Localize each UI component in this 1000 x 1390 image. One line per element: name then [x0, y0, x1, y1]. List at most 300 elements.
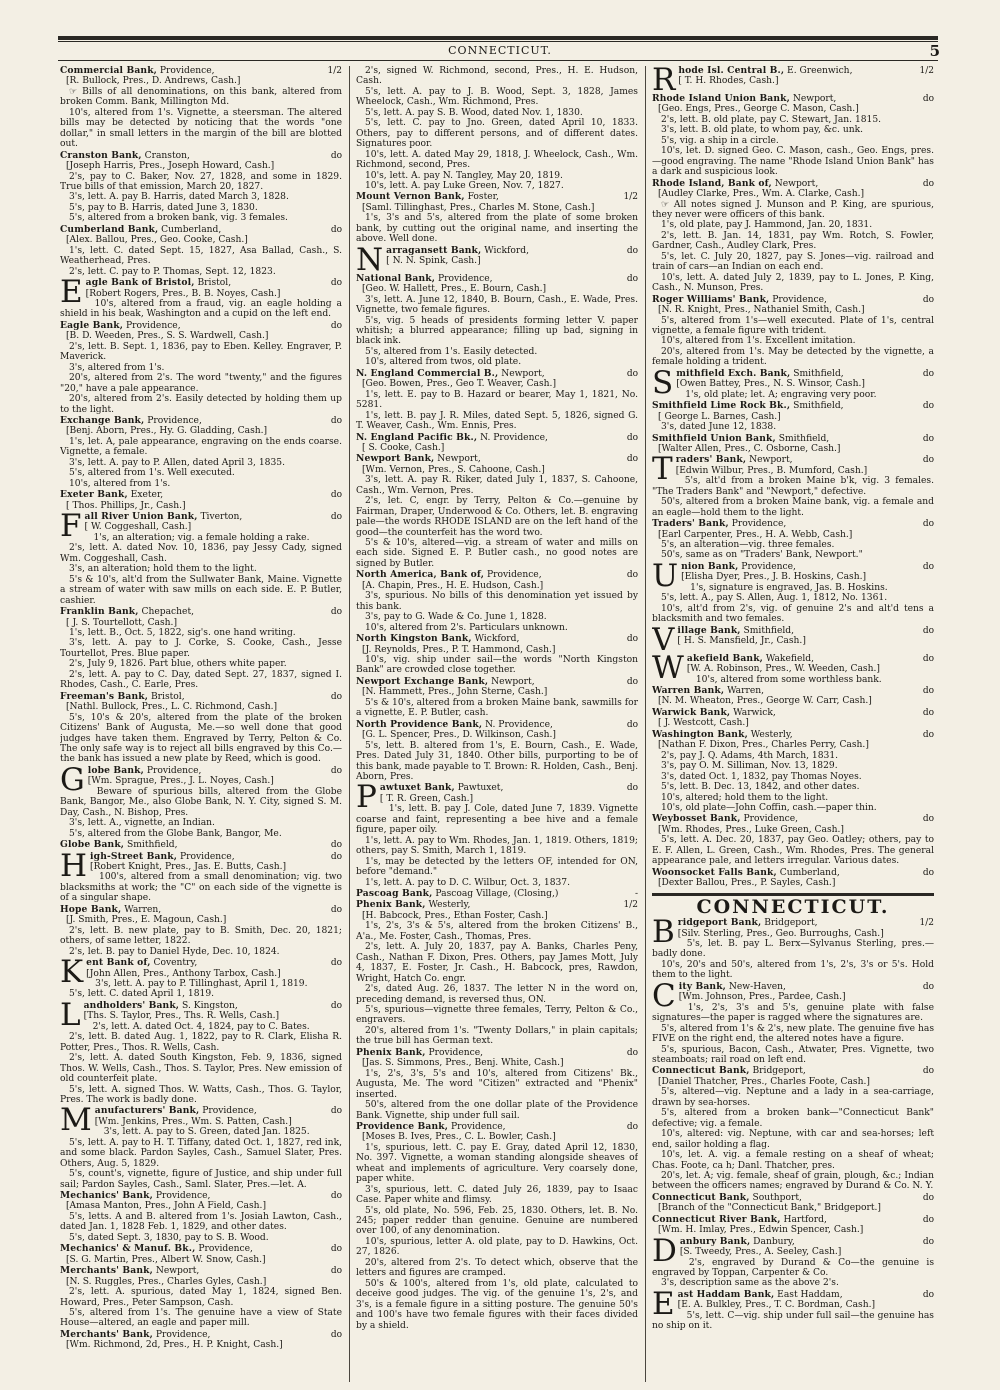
- discount-rate: do: [330, 1329, 342, 1340]
- entry-heading: [652, 1066, 934, 1076]
- bank-officers: [S. Tweedy, Pres., A. Seeley, Cash.]: [679, 1247, 842, 1258]
- counterfeit-note: 20's, altered from 2's. The word "twenty," and the figures "20," have a pale appearance.: [60, 373, 342, 394]
- drop-initial: C: [652, 977, 676, 1014]
- bank-name: illage Bank,: [677, 624, 741, 636]
- entry-heading: [60, 151, 342, 161]
- bank-name: Connecticut Bank,: [652, 1065, 750, 1077]
- discount-rate: do: [922, 561, 934, 572]
- discount-rate: do: [922, 433, 934, 444]
- entry-heading: [60, 225, 342, 235]
- counterfeit-note: 5's, lett. B. Dec. 13, 1842, and other dates.: [661, 782, 860, 793]
- bank-officers: [Ths. S. Taylor, Pres., Ths. R. Wells, Cash.]: [83, 1011, 280, 1022]
- counterfeit-note: 2's, pay J. Q. Adams, 4th March, 1831.: [661, 750, 839, 761]
- counterfeit-note: 10's, vig. ship under sail—the words "North Kingston Bank" are crowded close together.: [356, 655, 638, 676]
- bank-name: anbury Bank,: [679, 1235, 751, 1247]
- entry-heading: [652, 686, 934, 696]
- bank-entry: [60, 761, 342, 839]
- bank-location: Providence,: [123, 320, 181, 331]
- bank-location: Providence,: [435, 273, 493, 284]
- counterfeit-note: 10's, altered: vig. Neptune, with car and sea-horses; left end, sailor holding a flag.: [652, 1129, 934, 1150]
- bank-officers: [ S. Cooke, Cash.]: [362, 442, 445, 453]
- bank-entry: [60, 225, 342, 277]
- bank-location: Warren,: [724, 686, 764, 697]
- discount-rate: do: [330, 958, 342, 969]
- entry-heading: [356, 720, 638, 730]
- bank-entry: [60, 508, 342, 606]
- bank-officers: [ H. S. Mansfield, Jr., Cash.]: [677, 636, 806, 647]
- bank-name: ent Bank of,: [86, 957, 151, 969]
- bank-location: Providence,: [195, 1244, 253, 1255]
- drop-initial: R: [652, 66, 676, 98]
- counterfeit-note: 1's, old plate, pay J. Hammond, Jan. 20, 1831.: [661, 220, 873, 231]
- column-1: [60, 66, 342, 1382]
- bank-entry: [652, 94, 934, 178]
- counterfeit-note: 2's, lett. A. dated Nov. 10, 1836, pay Jessy Cady, signed Wm. Coggeshall, Cash.: [60, 543, 342, 564]
- entry-heading: [652, 730, 934, 740]
- discount-rate: do: [330, 415, 342, 426]
- counterfeit-note: 3's, lett. A. pay to J. Corke, S. Cooke, Cash., Jesse Tourtellot, Pres. Blue paper.: [60, 638, 342, 659]
- counterfeit-note: 3's, lett. A. pay to P. Allen, dated April 3, 1835.: [69, 457, 285, 468]
- counterfeit-note: 5's, lett. A. signed Thos. W. Watts, Cash., Thos. G. Taylor, Pres. The work is badly done.: [60, 1084, 342, 1105]
- drop-initial: U: [652, 557, 679, 594]
- bank-location: Newport,: [434, 454, 481, 465]
- bank-entry: [356, 369, 638, 432]
- bank-name: raders' Bank,: [675, 454, 747, 466]
- bank-name: Phenix Bank,: [356, 899, 426, 911]
- bank-location: Coventry,: [150, 958, 198, 969]
- bank-location: Warren,: [121, 904, 162, 915]
- bank-name: hode Isl. Central B.,: [678, 66, 785, 76]
- counterfeit-note: 1's, old plate; let. A; engraving very poor.: [685, 389, 877, 400]
- entry-heading: [356, 369, 638, 379]
- bank-officers: [Wm. Vernon, Pres., S. Cahoone, Cash.]: [362, 464, 545, 475]
- counterfeit-note: 2's, lett. A. dated South Kingston, Feb. 9, 1836, signed Thos. W. Wells, Cash., Thos. S. Taylor, Pres. New emission of old counterfeit plate.: [60, 1053, 342, 1085]
- counterfeit-note: 1's, 2's, 3's and 5's, genuine plate with false signatures—the paper is ragged where the signatures are.: [652, 1002, 934, 1024]
- bank-officers: [Geo. Engs, Pres., George C. Mason, Cash.]: [658, 104, 859, 115]
- bank-entry: [652, 66, 934, 98]
- bank-name: all River Union Bank,: [84, 511, 198, 523]
- bank-officers: [Silv. Sterling, Pres., Geo. Burroughs, Cash.]: [677, 928, 884, 939]
- entry-heading: [652, 434, 934, 444]
- counterfeit-note: 2's, lett. B. old plate, pay C. Stewart, Jan. 1815.: [661, 114, 882, 125]
- counterfeit-note: 10's, alt'd from 2's, vig. of genuine 2's and alt'd tens a blacksmith and two females.: [652, 603, 934, 625]
- discount-rate: do: [330, 851, 342, 862]
- discount-rate: do: [922, 1236, 934, 1247]
- counterfeit-note: 2's, lett. B. dated Aug. 1, 1822, pay to R. Clark, Elisha R. Potter, Pres., Thos. R. Wells, Cash.: [60, 1032, 342, 1053]
- bank-officers: [W. A. Robinson, Pres., W. Weeden, Cash.]: [686, 664, 880, 675]
- bank-entry: [652, 519, 934, 561]
- bank-entry: [60, 840, 342, 850]
- bank-officers: [Geo. Bowen, Pres., Geo T. Weaver, Cash.]: [362, 379, 557, 390]
- bank-location: Providence,: [152, 1191, 211, 1202]
- bank-entry: [60, 954, 342, 1000]
- counterfeit-note: 10's, lett. A. pay N. Tangley, May 20, 1819.: [365, 170, 563, 181]
- bank-location: Bridgeport,: [761, 918, 818, 929]
- counterfeit-note: 5's, lett. C. dated April 1, 1819.: [69, 989, 215, 1000]
- discount-rate: -: [634, 888, 638, 899]
- bank-name: Traders' Bank,: [652, 518, 729, 530]
- bank-name: Exeter Bank,: [60, 489, 128, 501]
- bank-entry: [652, 708, 934, 729]
- entry-heading: [60, 1191, 342, 1201]
- bank-name: awtuxet Bank,: [379, 782, 455, 794]
- entry-heading: [356, 192, 638, 202]
- bank-location: Tiverton,: [197, 512, 243, 523]
- entry-heading: [356, 1122, 638, 1132]
- discount-rate: do: [922, 981, 934, 992]
- counterfeit-note: 2's, lett. A. July 20, 1837, pay A. Banks, Charles Peny, Cash., Nathan F. Dixon, Pres. Others, pay James Mott, July 4, 1837, E. Foster, Jr. Cash., H. Babcock, pres, Rawdon, Wright, Hatch Co. engr.: [356, 942, 638, 984]
- bank-officers: [John Allen, Pres., Anthony Tarbox, Cash.]: [86, 968, 281, 979]
- bank-officers: [Jas. S. Simmons, Pres., Benj. White, Cash.]: [362, 1058, 564, 1069]
- counterfeit-note: 5's, lett. A. pay to J. B. Wood, Sept. 3, 1828, James Wheelock, Cash., Wm. Richmond, Pres.: [356, 86, 638, 108]
- bank-officers: [Daniel Thatcher, Pres., Charles Foote, Cash.]: [658, 1076, 870, 1087]
- counterfeit-note: 10's, altered from 1's. Excellent imitation.: [661, 336, 856, 347]
- counterfeit-note: 5's, old plate, No. 596, Feb. 25, 1830. Others, let. B. No. 245; paper redder than genuine. Genuine are numbered over 100, of any denomination.: [356, 1205, 638, 1237]
- counterfeit-note: 5's, lett. A. pay S. B. Wood, dated Nov. 1, 1830.: [365, 107, 583, 118]
- counterfeit-note: 3's, lett. A. June 12, 1840, B. Bourn, Cash., E. Wade, Pres. Vignette, two female figures.: [356, 294, 638, 316]
- counterfeit-note: 1's, may be detected by the letters OF, intended for ON, before "demand.": [356, 856, 638, 878]
- entry-heading: [356, 634, 638, 644]
- bank-entry: [652, 179, 934, 294]
- entry-heading: [652, 179, 934, 189]
- bank-name: Exchange Bank,: [60, 414, 145, 426]
- counterfeit-note: 3's, dated June 12, 1838.: [661, 422, 777, 433]
- bank-name: Freeman's Bank,: [60, 690, 149, 702]
- drop-initial: S: [652, 364, 674, 401]
- bank-location: Pawtuxet,: [454, 783, 504, 794]
- counterfeit-note: 2's, signed W. Richmond, second, Pres., H. E. Hudson, Cash.: [356, 66, 638, 87]
- entry-heading: [356, 433, 638, 443]
- entry-heading: [60, 607, 342, 617]
- entry-heading: [652, 519, 934, 529]
- running-head: CONNECTICUT.: [448, 44, 552, 57]
- top-rule: [58, 36, 938, 40]
- counterfeit-note: 50's, altered from a broken Maine bank, vig. a female and an eagle—hold them to the light.: [652, 497, 934, 518]
- bank-entry: [60, 847, 342, 904]
- bank-entry: [60, 1102, 342, 1190]
- entry-heading: [652, 94, 934, 104]
- bank-location: Providence,: [738, 561, 796, 572]
- bank-officers: [Wm. Rhodes, Pres., Luke Green, Cash.]: [658, 824, 844, 835]
- bank-entry: [356, 454, 638, 569]
- counterfeit-note: 2's, pay to C. Baker, Nov. 27, 1828, and some in 1829. True bills of that emission, March 20, 1827.: [60, 171, 342, 192]
- bank-officers: [Branch of the "Connecticut Bank," Bridgeport.]: [658, 1203, 881, 1214]
- counterfeit-note: 2's, lett. C. pay to P. Thomas, Sept. 12, 1823.: [69, 266, 276, 277]
- drop-initial: K: [60, 954, 84, 991]
- drop-initial: E: [60, 274, 83, 311]
- bank-name: Connecticut River Bank,: [652, 1213, 781, 1225]
- bank-officers: [ J. Westcott, Cash.]: [658, 718, 749, 729]
- bank-officers: [Earl Carpenter, Pres., H. A. Webb, Cash.]: [658, 529, 853, 540]
- entry-heading: [652, 1215, 934, 1225]
- counterfeit-note: ☞ All notes signed J. Munson and P. King, are spurious, they never were officers of this bank.: [652, 199, 934, 220]
- bank-name: Pascoag Bank,: [356, 887, 433, 899]
- counterfeit-note: Beware of spurious bills, altered from the Globe Bank, Bangor, Me., also Globe Bank, N. Y. City, signed S. M. Day, Cash., N. Bishop, Pres.: [60, 786, 342, 818]
- entry-heading: [356, 900, 638, 910]
- counterfeit-note: 1's, spurious, lett. C. pay E. Gray, dated April 12, 1830, No. 397. Vignette, a woman standing alongside sheaves of wheat and implements of agriculture. Very coarsely done, paper white.: [356, 1142, 638, 1185]
- bank-entry: [652, 451, 934, 518]
- counterfeit-note: 5's, altered from a broken bank, vig. 3 females.: [69, 213, 288, 224]
- bank-entry: [60, 1266, 342, 1329]
- bank-location: Cumberland,: [776, 867, 840, 878]
- counterfeit-note: 1's, let. A, pale appearance, engraving on the ends coarse. Vignette, a female.: [60, 436, 342, 458]
- drop-initial: G: [60, 761, 85, 798]
- discount-rate: do: [626, 273, 638, 284]
- counterfeit-note: 50's & 100's, altered from 1's, old plate, calculated to deceive good judges. The vig. of the genuine 1's, 2's, and 3's, is a female figure in a sitting posture. The genuine 50's and 100's have two female figures with their faces divided by a shield.: [356, 1278, 638, 1331]
- bank-name: Phenix Bank,: [356, 1046, 426, 1058]
- bank-location: Westerly,: [425, 900, 471, 911]
- bank-name: igh-Street Bank,: [90, 850, 178, 862]
- drop-initial: D: [652, 1232, 677, 1269]
- counterfeit-note: 5's, dated Sept. 3, 1830, pay to S. B. Wood.: [69, 1232, 269, 1243]
- bank-location: Smithfield,: [775, 433, 830, 444]
- bank-officers: [N. Hammett, Pres., John Sterne, Cash.]: [362, 687, 548, 698]
- bank-officers: [N. R. Knight, Pres., Nathaniel Smith, Cash.]: [658, 305, 865, 316]
- discount-rate: do: [922, 519, 934, 530]
- discount-rate: do: [922, 1192, 934, 1203]
- drop-initial: P: [356, 779, 377, 816]
- counterfeit-note: 1's, lett. B. pay J. R. Miles, dated Sept. 5, 1826, signed G. T. Weaver, Cash., Wm. Ennis, Pres.: [356, 410, 638, 432]
- counterfeit-note: 10's, lett. A. pay Luke Green, Nov. 7, 1827.: [365, 180, 564, 191]
- discount-rate: 1/2: [919, 66, 934, 76]
- bank-location: Providence,: [425, 1047, 484, 1058]
- bank-name: Merchants' Bank,: [60, 1328, 153, 1340]
- bank-entry: [652, 914, 934, 981]
- counterfeit-note: 1's, 2's, 3's & 5's, altered from the broken Citizens' B., A'a., Me. Foster, Cash., Thomas, Pres.: [356, 921, 638, 942]
- bank-location: Newport,: [746, 455, 793, 466]
- counterfeit-note: 5's, an alteration—vig. three females.: [661, 540, 835, 551]
- bank-entry: [356, 677, 638, 719]
- bank-officers: [G. L. Spencer, Pres., D. Wilkinson, Cash.]: [362, 730, 556, 741]
- discount-rate: do: [330, 765, 342, 776]
- bank-name: Mechanics' Bank,: [60, 1190, 153, 1202]
- counterfeit-note: 1's, lett. A. pay to D. C. Wilbur, Oct. 3, 1837.: [365, 877, 571, 888]
- bank-entry: [356, 192, 638, 244]
- counterfeit-note: 5's, altered from 1's. The genuine have a view of State House—altered, an eagle and paper mill.: [60, 1308, 342, 1329]
- discount-rate: do: [330, 224, 342, 235]
- discount-rate: do: [922, 867, 934, 878]
- bank-entry: [652, 730, 934, 814]
- counterfeit-note: 3's, dated Oct. 1, 1832, pay Thomas Noyes.: [661, 771, 862, 782]
- bank-location: Providence,: [157, 66, 215, 76]
- bank-name: lobe Bank,: [87, 764, 144, 776]
- bank-location: Smithfield,: [790, 368, 844, 379]
- bank-name: Newport Exchange Bank,: [356, 675, 489, 687]
- bank-name: Warwick Bank,: [652, 706, 731, 718]
- entry-heading: [60, 905, 342, 915]
- counterfeit-note: 3's, lett. A. pay B. Harris, dated March 3, 1828.: [69, 192, 289, 203]
- bank-entry: [652, 364, 934, 401]
- counterfeit-note: 5's, altered from 1's. Easily detected.: [365, 346, 538, 357]
- counterfeit-note: 1's, 3's and 5's, altered from the plate of some broken bank, by cutting out the original name, and inserting the above. Well done.: [356, 213, 638, 245]
- discount-rate: do: [626, 676, 638, 687]
- entry-heading: [652, 401, 934, 411]
- bank-officers: [Edwin Wilbur, Pres., B. Mumford, Cash.]: [675, 465, 868, 476]
- counterfeit-note: 5's, lett. C. pay to Jno. Green, dated April 10, 1833. Others, pay to different persons, and of different dates. Signatures poor.: [356, 118, 638, 150]
- bank-name: Cranston Bank,: [60, 149, 142, 161]
- counterfeit-note: 5's, vig. a ship in a circle.: [661, 135, 779, 146]
- bank-officers: [Robert Knight, Pres., Jas. E. Butts, Cash.]: [90, 861, 287, 872]
- bank-location: Cranston,: [141, 150, 190, 161]
- bank-officers: [ T. R. Green, Cash.]: [379, 793, 474, 804]
- counterfeit-note: 3's, lett. A. pay to S. Green, dated Jan. 1825.: [103, 1127, 310, 1138]
- bank-entry: [652, 1066, 934, 1191]
- drop-initial: E: [652, 1285, 675, 1322]
- bank-entry: [60, 416, 342, 489]
- bank-officers: [Elisha Dyer, Pres., J. B. Hoskins, Cash.]: [681, 572, 867, 583]
- discount-rate: do: [330, 840, 342, 851]
- discount-rate: do: [626, 432, 638, 443]
- discount-rate: 1/2: [919, 918, 934, 929]
- counterfeit-note: 10's, altered from 1's. Vignette, a steersman. The altered bills may be detected by noticing that the words "one dollar," in small letters in the margin of the bill are blotted out.: [60, 107, 342, 150]
- discount-rate: do: [922, 178, 934, 189]
- bank-name: Franklin Bank,: [60, 606, 139, 618]
- bank-entry: [60, 490, 342, 511]
- counterfeit-note: 3's, pay O. M. Silliman, Nov. 13, 1829.: [661, 761, 838, 772]
- counterfeit-note: 10's, altered from some worthless bank.: [695, 674, 882, 685]
- counterfeit-note: 5's, altered from 1's—well executed. Plate of 1's, central vignette, a female figure with trident.: [652, 315, 934, 336]
- bank-location: Wickford,: [481, 245, 530, 256]
- counterfeit-note: 3's, lett. A. pay R. Riker, dated July 1, 1837, S. Cahoone, Cash., Wm. Vernon, Pres.: [356, 475, 638, 496]
- bank-officers: [ W. Coggeshall, Cash.]: [84, 522, 192, 533]
- counterfeit-note: 20's, altered from 1's. May be detected by the vignette, a female holding a trident.: [652, 346, 934, 368]
- bank-entry: [60, 151, 342, 224]
- counterfeit-note: 20's, altered from 2's. To detect which, observe that the letters and figures are cramped.: [356, 1257, 638, 1279]
- entry-heading: [356, 570, 638, 580]
- bank-officers: [Geo. W. Hallett, Pres., E. Bourn, Cash.]: [362, 284, 547, 295]
- drop-initial: H: [60, 847, 88, 884]
- counterfeit-note: 10's, lett. A. dated July 2, 1839, pay to L. Jones, P. King, Cash., N. Munson, Pres.: [652, 272, 934, 294]
- discount-rate: 1/2: [623, 192, 638, 203]
- entry-heading: [60, 1330, 342, 1340]
- counterfeit-note: 3's, description same as the above 2's.: [661, 1278, 839, 1289]
- counterfeit-note: 10's, altered from twos, old plate.: [365, 357, 522, 368]
- bank-officers: [Nathl. Bullock, Pres., L. C. Richmond, Cash.]: [66, 702, 278, 713]
- bank-entry: [652, 977, 934, 1066]
- bank-entry: [60, 1244, 342, 1265]
- page-number: 5: [929, 42, 940, 60]
- bank-location: Bridgeport,: [749, 1066, 806, 1077]
- counterfeit-note: 5's, 10's & 20's, altered from the plate of the broken Citizens' Bank of Augusta, Me.—so well done that good judges have taken them. Engraved by Terry, Pelton & Co. The only safe way is to reject all bills engraved by this Co.—the bank has issued a new plate by Reed, which is good.: [60, 712, 342, 765]
- discount-rate: do: [922, 401, 934, 412]
- bank-location: Providence,: [484, 570, 542, 581]
- bank-entry: [356, 1048, 638, 1121]
- counterfeit-note: 2's, lett. A. pay to C. Day, dated Sept. 27, 1837, signed I. Rhodes, Cash., C. Earle, Pres.: [60, 669, 342, 691]
- discount-rate: do: [922, 294, 934, 305]
- bank-location: Bristol,: [194, 278, 232, 289]
- bank-name: Connecticut Bank,: [652, 1191, 750, 1203]
- bank-location: Wickford,: [471, 634, 520, 645]
- counterfeit-note: 5's, let. C. July 20, 1827, pay S. Jones—vig. railroad and train of cars—an Indian on each end.: [652, 251, 934, 273]
- discount-rate: do: [922, 94, 934, 104]
- counterfeit-note: 2's, let. C, engr. by Terry, Pelton & Co.—genuine by Fairman, Draper, Underwood & Co. Others, let. B. engraving pale—the words RHODE ISLAND are on the left hand of the good—the counterfeit has the word two.: [356, 496, 638, 538]
- counterfeit-note: 2's, let. B. pay to Daniel Hyde, Dec. 10, 1824.: [69, 946, 280, 957]
- discount-rate: do: [626, 1047, 638, 1058]
- bank-officers: [J. Smith, Pres., E. Magoun, Cash.]: [66, 915, 227, 926]
- counterfeit-note: 5's, lett. B. altered from 1's, E. Bourn, Cash., E. Wade, Pres. Dated July 31, 1840. Other bills, purporting to be of this bank, made payable to T. Brown: R. Holden, Cash., Benj. Aborn, Pres.: [356, 740, 638, 782]
- discount-rate: do: [922, 455, 934, 466]
- bank-officers: [Wm. Sprague, Pres., J. L. Noyes, Cash.]: [87, 776, 274, 787]
- bank-name: N. England Commercial B.,: [356, 367, 499, 379]
- bank-officers: [ J. S. Tourtellott, Cash.]: [66, 617, 178, 628]
- bank-location: Hartford,: [780, 1214, 827, 1225]
- counterfeit-note: 1's, lett. C. dated Sept. 15, 1827, Asa Ballad, Cash., S. Weatherhead, Pres.: [60, 245, 342, 267]
- bank-officers: [Walter Allen, Pres., C. Osborne, Cash.]: [658, 443, 841, 454]
- counterfeit-note: 50's, same as on "Traders' Bank, Newport.": [661, 550, 863, 561]
- entry-heading: [652, 1193, 934, 1203]
- bank-name: Smithfield Union Bank,: [652, 432, 776, 444]
- bank-name: Mechanics' & Manuf. Bk.,: [60, 1243, 196, 1255]
- column-3: [652, 66, 934, 1382]
- bank-entry: [652, 1232, 934, 1289]
- bank-name: Eagle Bank,: [60, 319, 124, 331]
- counterfeit-note: 10's, altered; hold them to the light.: [661, 792, 829, 803]
- discount-rate: do: [922, 653, 934, 664]
- bank-entry: [60, 692, 342, 765]
- counterfeit-note: 2's, lett. B. Sept. 1, 1836, pay to Eben. Kelley. Engraver, P. Maverick.: [60, 341, 342, 363]
- bank-officers: [Joseph Harris, Pres., Joseph Howard, Cash.]: [66, 161, 275, 172]
- bank-location: New-Haven,: [726, 981, 786, 992]
- bank-entry: [652, 1285, 934, 1332]
- counterfeit-note: 5's, altered from a broken bank—"Connecticut Bank" defective; vig. a female.: [652, 1108, 934, 1129]
- bank-location: Providence,: [769, 294, 827, 305]
- bank-location: Warwick,: [730, 707, 776, 718]
- entry-heading: [652, 868, 934, 878]
- discount-rate: do: [330, 1000, 342, 1011]
- bank-entry: [60, 996, 342, 1106]
- counterfeit-note: 20's, altered from 2's. Easily detected by holding them up to the light.: [60, 394, 342, 415]
- bank-name: akefield Bank,: [686, 652, 763, 664]
- bank-name: North America, Bank of,: [356, 569, 485, 581]
- bank-name: Commercial Bank,: [60, 66, 158, 76]
- bank-name: Warren Bank,: [652, 685, 725, 697]
- counterfeit-note: 1's, signature is engraved, Jas. B. Hoskins.: [690, 582, 888, 593]
- counterfeit-note: 5's, lett. A. Dec. 20, 1837, pay Geo. Oatley; others, pay to E. F. Allen, L. Green, Cash., Wm. Rhodes, Pres. The general appearance pale, and letters irregular. Various dates.: [652, 835, 934, 867]
- bank-entry: [60, 274, 342, 320]
- column-2: [356, 66, 638, 1382]
- bank-officers: [Benj. Aborn, Pres., Hy. G. Gladding, Cash.]: [66, 426, 268, 437]
- entry-heading: [356, 677, 638, 687]
- entry-heading: [356, 1048, 638, 1058]
- bank-officers: [Alex. Ballou, Pres., Geo. Cooke, Cash.]: [66, 235, 248, 246]
- bank-name: Weybosset Bank,: [652, 813, 741, 825]
- bank-officers: [Wm. Jenkins, Pres., Wm. S. Patten, Cash.]: [94, 1116, 292, 1127]
- entry-heading: [652, 708, 934, 718]
- bank-location: Pascoag Village, (Closing,): [432, 888, 559, 899]
- bank-name: agle Bank of Bristol,: [85, 277, 195, 289]
- section-heading: CONNECTICUT.: [696, 895, 890, 918]
- counterfeit-note: 1's, 2's, 3's, 5's and 10's, altered from Citizens' Bk., Augusta, Me. The word "Citizen" extracted and "Phenix" inserted.: [356, 1068, 638, 1100]
- counterfeit-note: 2's, engraved by Durand & Co—the genuine is engraved by Toppan, Carpenter & Co.: [652, 1257, 934, 1279]
- discount-rate: do: [330, 512, 342, 523]
- bank-officers: [Wm. H. Imlay, Pres., Edwin Spencer, Cash.]: [658, 1225, 864, 1236]
- drop-initial: T: [652, 451, 673, 488]
- counterfeit-note: 10's, let. D. signed Geo. C. Mason, cash., Geo. Engs, pres.—good engraving. The name "Rhode Island Union Bank" has a dark and suspicious look.: [652, 146, 934, 178]
- entry-heading: [356, 454, 638, 464]
- bank-officers: [R. Bullock, Pres., D. Andrews, Cash.]: [66, 76, 241, 87]
- discount-rate: do: [626, 719, 638, 730]
- bank-officers: [A. Chapin, Pres., H. E. Hudson, Cash.]: [362, 580, 544, 591]
- counterfeit-note: 5's, lett. C—vig. ship under full sail—the genuine has no ship on it.: [652, 1310, 934, 1332]
- discount-rate: do: [330, 320, 342, 331]
- bank-name: Hope Bank,: [60, 903, 122, 915]
- bank-name: N. England Pacific Bk.,: [356, 431, 478, 443]
- discount-rate: do: [330, 1106, 342, 1117]
- counterfeit-note: 5's, let. B. pay L. Berx—Sylvanus Sterling, pres.—badly done.: [652, 938, 934, 960]
- counterfeit-note: 1's, lett. A. pay to Wm. Rhodes, Jan. 1, 1819. Others, 1819; others, pay S. Smith, March 1, 1819.: [356, 835, 638, 857]
- discount-rate: do: [922, 729, 934, 740]
- bank-name: Roger Williams' Bank,: [652, 293, 770, 305]
